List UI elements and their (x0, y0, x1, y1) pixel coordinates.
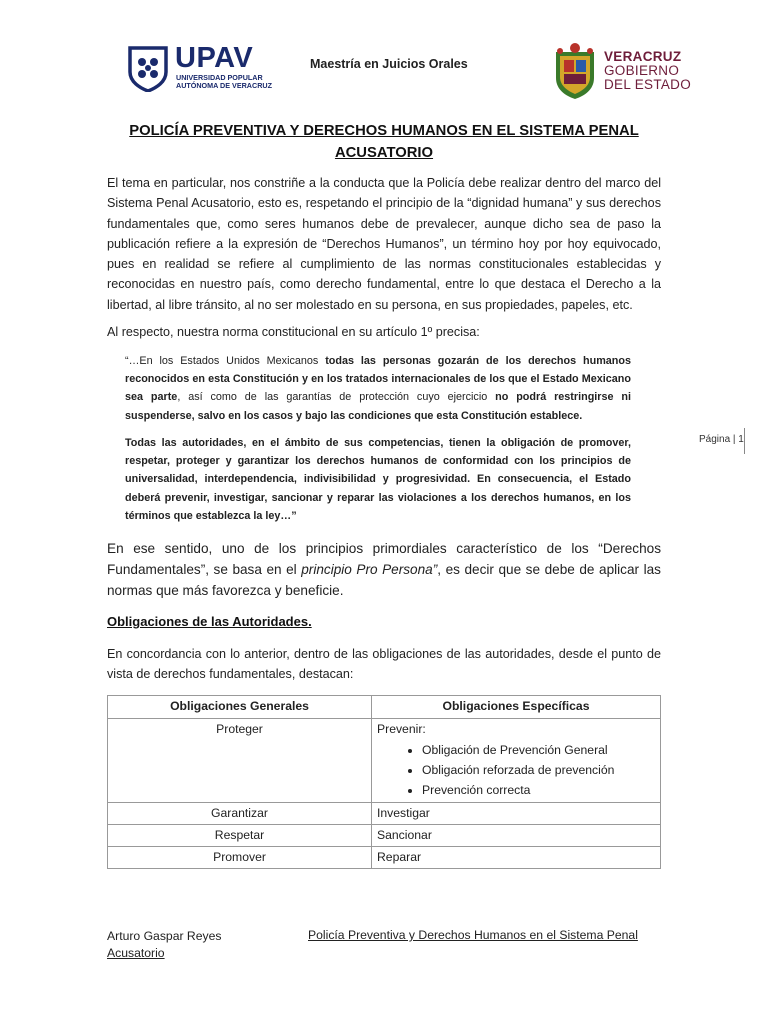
p3-part-c: , es decir que se debe de aplicar las normas que más favorezca y beneficie. (107, 562, 661, 598)
table-header-general: Obligaciones Generales (108, 696, 372, 719)
veracruz-logo (552, 42, 692, 102)
specific-label: Prevenir: (377, 722, 426, 736)
upav-logo-sub1: UNIVERSIDAD POPULAR (176, 73, 263, 82)
footer-doc-title: Policía Preventiva y Derechos Humanos en el Sistema Penal (308, 928, 638, 942)
upav-logo-subtitle (176, 74, 272, 90)
list-item: • Obligación de Prevención General (422, 740, 655, 760)
obligations-intro-paragraph: En concordancia con lo anterior, dentro de las obligaciones de las autoridades, desde el punto de vista de derechos fundamentales, destacan: (107, 647, 661, 682)
obligations-table (107, 695, 661, 869)
upav-logo-sub2: AUTÓNOMA DE VERACRUZ (176, 81, 272, 90)
constitution-quote-2: Todas las autoridades, en el ámbito de sus competencias, tienen la obligación de promover, respetar, proteger y garantizar los derechos humanos de conformidad con los principios de universalidad, interdependencia, indivisibilidad y progresividad. En consecuencia, el Estado deberá prevenir, investigar, sancionar y reparar las violaciones a los derechos humanos, en los términos que establezca la ley…” (125, 437, 631, 522)
intro-paragraph: El tema en particular, nos constriñe a la conducta que la Policía debe realizar dentro del marco del Sistema Penal Acusatorio, esto es, respetando el principio de la “dignidad humana” y sus derechos fundamentales que, como seres humanos debe de prevalecer, aunque dicho sea de paso la publicación refiere a la expresión de “Derechos Humanos”, un término hoy por hoy equivocado, pues en realidad se refiere al cumplimiento de las normas constitucionales establecidas y reconocidas en nuestro país, como derecho fundamental, entre lo que destaca el Derecho a la libertad, al libre tránsito, al no ser molestado en su persona, en sus propiedades, papeles, etc. (107, 176, 661, 312)
quote1-part-a: “…En los Estados Unidos Mexicanos (125, 355, 326, 367)
table-row (108, 803, 661, 825)
p3-part-a: En ese sentido, uno de los principios primordiales característico de los “Derechos Fundamentales”, se basa en el (107, 541, 661, 577)
table-cell-general: Garantizar (108, 803, 372, 825)
veracruz-name: VERACRUZ (604, 49, 682, 64)
prevention-list (377, 740, 655, 800)
table-header-specific: Obligaciones Específicas (372, 696, 661, 719)
table-cell-specific: Reparar (372, 847, 661, 869)
program-title: Maestría en Juicios Orales (310, 57, 468, 71)
table-cell-specific (372, 719, 661, 803)
upav-logo-name: UPAV (175, 42, 254, 74)
table-cell-general: Respetar (108, 825, 372, 847)
table-row (108, 847, 661, 869)
list-item: • Obligación reforzada de prevención (422, 760, 655, 780)
article-intro-paragraph: Al respecto, nuestra norma constitucional en su artículo 1º precisa: (107, 325, 480, 339)
table-cell-general: Proteger (108, 719, 372, 803)
table-row (108, 719, 661, 803)
p3-part-b: principio Pro Persona” (301, 562, 438, 577)
quote1-part-b: todas las personas gozarán de los derechos humanos reconocidos en esta Constitución y en los tratados internacionales de los que el Estado Mexicano sea parte (125, 355, 631, 404)
page-number: Página | 1 (699, 434, 744, 445)
page-number-rule (744, 428, 745, 454)
quote1-part-d: no podrá restringirse ni suspenderse, salvo en los casos y bajo las condiciones que esta Constitución establece. (125, 391, 631, 422)
veracruz-gov-line2: DEL ESTADO (604, 77, 692, 92)
constitution-quote-1 (125, 352, 631, 425)
table-row (108, 825, 661, 847)
footer-author (107, 928, 221, 962)
table-header-row (108, 696, 661, 719)
table-cell-specific: Sancionar (372, 825, 661, 847)
footer-author-cont: Acusatorio (107, 946, 165, 960)
quote1-part-c: , así como de las garantías de protección cuyo ejercicio (177, 391, 496, 404)
upav-shield-icon (128, 46, 168, 92)
upav-logo (128, 44, 278, 96)
veracruz-crest-icon (552, 42, 598, 100)
veracruz-gov (604, 64, 691, 92)
pro-persona-paragraph (107, 538, 661, 601)
veracruz-gov-line1: GOBIERNO (604, 63, 680, 78)
table-cell-specific: Investigar (372, 803, 661, 825)
list-item: • Prevención correcta (422, 780, 655, 800)
document-title: POLICÍA PREVENTIVA Y DERECHOS HUMANOS EN EL SISTEMA PENAL ACUSATORIO (129, 123, 639, 161)
table-cell-general: Promover (108, 847, 372, 869)
footer-author-name: Arturo Gaspar Reyes (107, 929, 222, 943)
obligations-heading: Obligaciones de las Autoridades. (107, 614, 312, 629)
